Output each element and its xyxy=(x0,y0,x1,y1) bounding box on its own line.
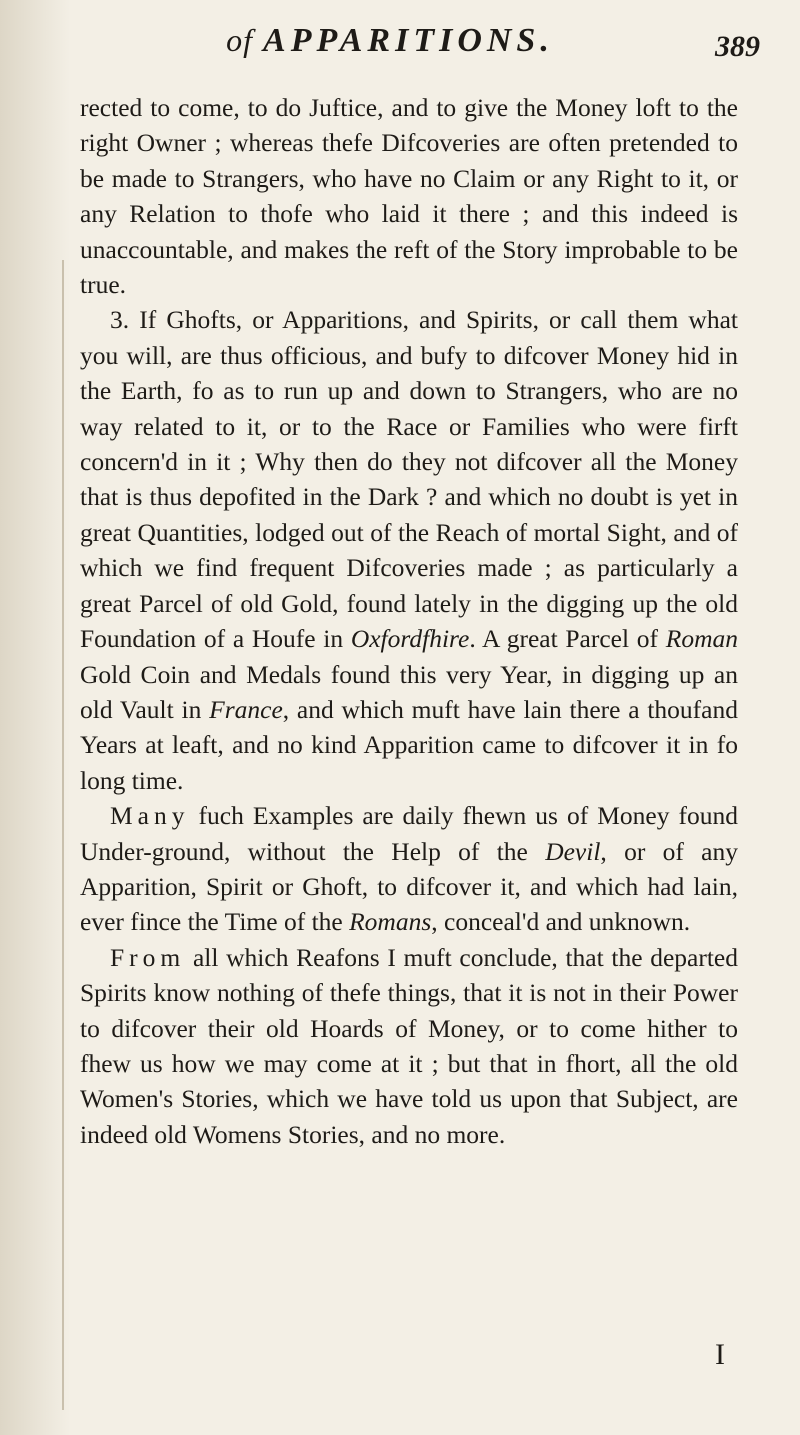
paragraph-text: , and which muft have lain there a thoufand Years at leaft, and no kind Apparition came to difcover it in fo long time. xyxy=(80,694,738,795)
page-header xyxy=(110,22,760,78)
paragraph-text: fuch Examples are daily fhewn us of Money found Under-ground, without the Help of the xyxy=(80,801,738,866)
paragraph-many xyxy=(80,798,738,940)
small-caps-lead: Many xyxy=(110,801,190,831)
paragraph-text: 3. If Ghofts, or Apparitions, and Spirits, or call them what you will, are thus officious, and bufy to difcover Money hid in the Earth, fo as to run up and down to Strangers, who are no way related to it, or to the Race or Families who were firft concern'd in it ; Why then do they not difcover all the Money that is thus depofited in the Dark ? and which no doubt is yet in great Quantities, lodged out of the Reach of mortal Sight, and of which we find frequent Difcoveries made ; as particularly a great Parcel of old Gold, found lately in the digging up the old Foundation of a Houfe in xyxy=(80,305,738,654)
paragraph-text: . A great Parcel of xyxy=(469,624,659,654)
running-head xyxy=(110,22,670,60)
paragraph-text: all which Reafons I muft conclude, that the departed Spirits know nothing of thefe things, that it is not in their Power to difcover their old Hoards of Money, or to come hither to fhew us how we may come at it ; but that in fhort, all the old Women's Stories, which we have told us upon that Subject, are indeed old Womens Stories, and no more. xyxy=(80,942,739,1149)
paragraph-text: , conceal'd and unknown. xyxy=(431,907,691,937)
italic-term: Romans xyxy=(349,907,432,937)
small-caps-lead: From xyxy=(110,942,186,972)
paragraph-conclusion xyxy=(80,940,738,1152)
paragraph-continued: rected to come, to do Juftice, and to give the Money loft to the right Owner ; whereas thefe Difcoveries are often pretended to be made to Strangers, who have no Claim or any Right to it, or any Relation to thofe who laid it there ; and this indeed is unaccountable, and makes the reft of the Story improbable to be true. xyxy=(80,93,738,300)
paragraph-text: , or of any Apparition, Spirit or Ghoft, to difcover it, and which had lain, ever fince the Time of the xyxy=(80,836,739,937)
page-number: 389 xyxy=(715,30,760,63)
running-head-prefix: of xyxy=(226,22,254,58)
italic-term: Devil xyxy=(545,836,601,866)
paragraph-point-3 xyxy=(80,302,738,798)
gutter-edge-line xyxy=(62,260,64,1410)
place-name: Oxfordfhire xyxy=(350,624,470,654)
paragraph-text: Gold Coin and Medals found this very Year, in digging up an old Vault in xyxy=(80,659,738,724)
body-text xyxy=(80,90,738,1152)
page-gutter-shadow xyxy=(0,0,70,1435)
running-head-title: APPARITIONS. xyxy=(263,22,554,59)
place-name: France xyxy=(209,694,283,724)
italic-term: Roman xyxy=(665,624,738,654)
catchword: I xyxy=(715,1338,725,1371)
